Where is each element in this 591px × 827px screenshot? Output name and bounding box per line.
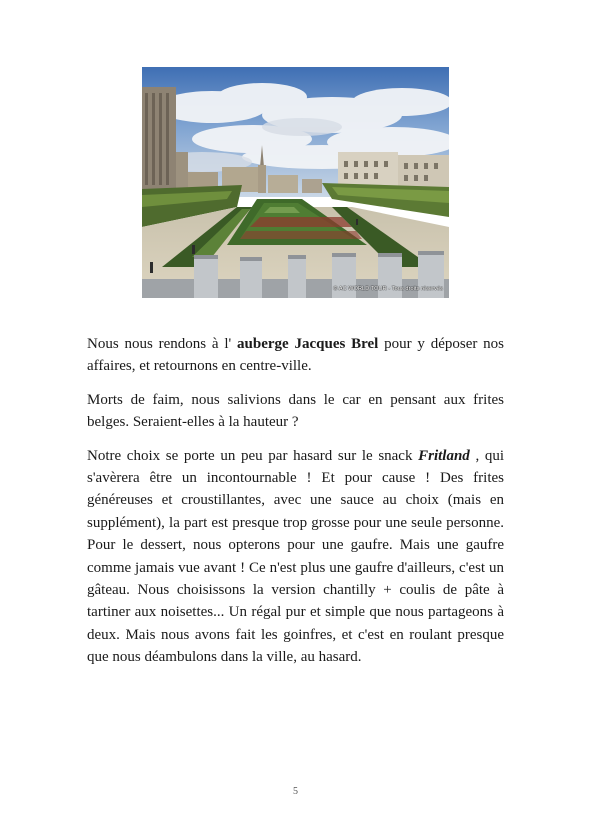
- paragraph-3-start: Notre choix se porte un peu par hasard sur le snack: [87, 447, 419, 464]
- paragraph-1: [87, 333, 504, 378]
- city-garden-photo: [142, 67, 449, 298]
- paragraph-1-start: Nous nous rendons à l': [87, 336, 238, 352]
- body-text: [87, 333, 504, 681]
- hostel-name: auberge Jacques Brel: [237, 336, 379, 352]
- photo-illustration: [142, 67, 449, 298]
- page-number: 5: [293, 786, 298, 797]
- paragraph-3: [87, 445, 504, 669]
- photo-watermark: © AC WORLD TOUR - Tous droits réservés: [333, 286, 443, 292]
- paragraph-2: Morts de faim, nous salivions dans le car en pensant aux frites belges. Seraient-elles à la hauteur ?: [87, 391, 504, 431]
- paragraph-3-end: , qui s'avèrera être un incontournable ! Et pour cause ! Des frites généreuses et croustillantes, avec une sauce au choix (mais en supplément), la part est presque trop grosse pour une seule personne. Pour le dessert, nous opterons pour une gaufre. Mais une gaufre comme jamais vue avant ! Ce n'est plus une gaufre d'ailleurs, c'est un gâteau. Nous choisissons la version chantilly + coulis de pâte à tartiner aux noisettes... Un régal pur et simple que nous partageons à deux. Mais nous avons fait les goinfres, et c'est en roulant presque que nous déambulons dans la ville, au hasard.: [87, 447, 504, 666]
- paragraph-1-end: pour y déposer nos affaires, et retournons en centre-ville.: [87, 336, 504, 375]
- snack-name: Fritland: [418, 447, 470, 464]
